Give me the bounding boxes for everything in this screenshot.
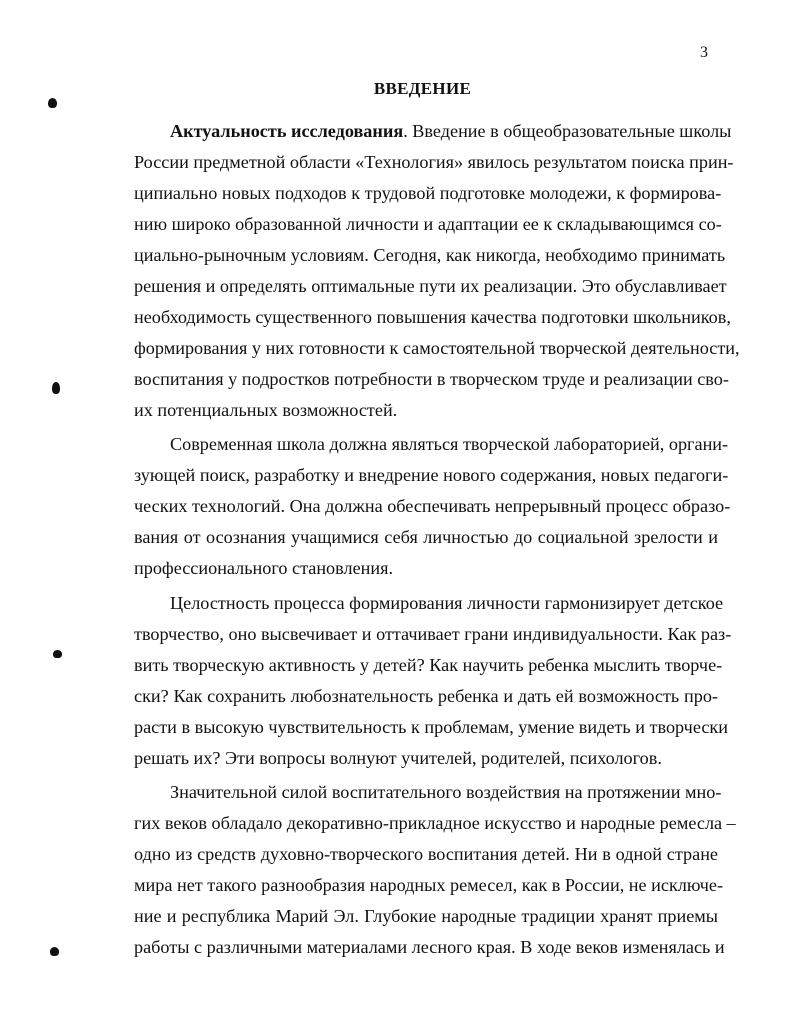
text-line: циально-рыночным условиям. Сегодня, как никогда, необходимо принимать [134,245,726,265]
page-number: 3 [700,44,708,61]
text-line: ческих технологий. Она должна обеспечивать непрерывный процесс образо- [134,496,731,516]
text-line: решения и определять оптимальные пути их реализации. Это обуславливает [134,276,727,296]
text-line: Значительной силой воспитательного воздействия на протяжении мно- [170,782,722,802]
text-line: ципиально новых подходов к трудовой подготовке молодежи, к формирова- [134,183,722,203]
text-line: России предметной области «Технология» явилось результатом поиска прин- [134,152,734,172]
text-line: работы с различными материалами лесного края. В ходе веков изменялась и [134,937,725,957]
text-line [170,120,732,142]
text-line: формирования у них готовности к самостоятельной творческой деятельности, [134,338,740,358]
scan-mark [53,650,62,658]
text-line: ски? Как сохранить любознательность ребенка и дать ей возможность про- [134,686,718,706]
text-line: расти в высокую чувствительность к проблемам, умение видеть и творчески [134,717,728,737]
text-line: одно из средств духовно-творческого воспитания детей. Ни в одной стране [134,844,718,864]
text-line: Целостность процесса формирования личности гармонизирует детское [170,593,724,613]
text-line: ние и республика Марий Эл. Глубокие народные традиции хранят приемы [134,906,718,926]
lead-rest: . Введение в общеобразовательные школы [403,121,732,141]
lead-bold: Актуальность исследования [170,121,404,141]
text-line: профессионального становления. [134,558,394,578]
text-line: творчество, оно высвечивает и оттачивает грани индивидуальности. Как раз- [134,624,732,644]
text-line: зующей поиск, разработку и внедрение нового содержания, новых педагоги- [134,465,729,485]
text-line: воспитания у подростков потребности в творческом труде и реализации сво- [134,369,729,389]
text-line: вания от осознания учащимися себя личностью до социальной зрелости и [134,527,718,547]
text-line: их потенциальных возможностей. [134,400,398,420]
text-line: решать их? Эти вопросы волнуют учителей, родителей, психологов. [134,748,662,768]
scan-mark [50,947,59,956]
scan-mark [48,98,57,108]
heading: ВВЕДЕНИЕ [373,79,472,98]
text-line: Современная школа должна являться творческой лабораторией, органи- [170,434,729,454]
text-line: нию широко образованной личности и адаптации ее к складывающимся со- [134,214,722,234]
text-line: необходимость существенного повышения качества подготовки школьников, [134,307,731,327]
scan-mark [52,382,60,394]
text-line: гих веков обладало декоративно-прикладное искусство и народные ремесла – [134,813,736,833]
text-line: мира нет такого разнообразия народных ремесел, как в России, не исключе- [134,875,724,895]
text-line: вить творческую активность у детей? Как научить ребенка мыслить творче- [134,655,723,675]
